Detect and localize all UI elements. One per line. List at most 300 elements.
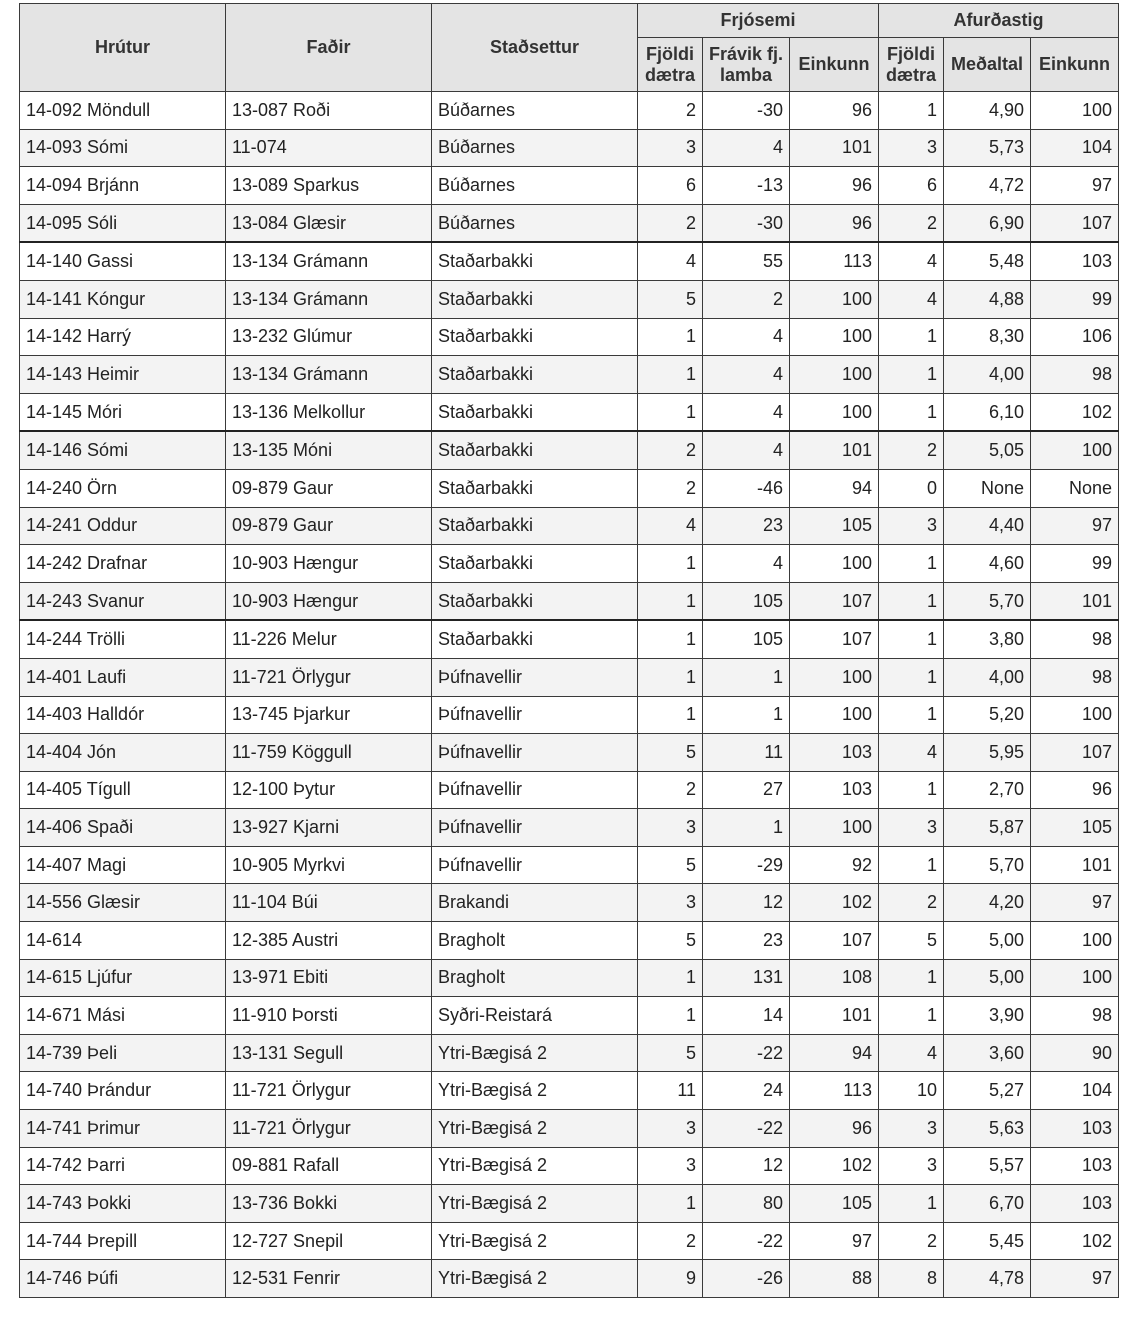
cell-einkunn-afurd: 107 [1031,734,1119,772]
cell-einkunn-afurd: 104 [1031,129,1119,167]
cell-fjoldi-daetra-afurd: 2 [879,431,944,469]
cell-fjoldi-daetra-afurd: 4 [879,734,944,772]
cell-hrutur: 14-739 Þeli [20,1034,226,1072]
cell-fravik: 4 [703,356,790,394]
cell-hrutur: 14-407 Magi [20,846,226,884]
table-row [20,734,1119,772]
cell-stadsettur: Þúfnavellir [432,658,638,696]
cell-einkunn-afurd: 100 [1031,696,1119,734]
cell-fravik: 11 [703,734,790,772]
cell-fadir: 13-736 Bokki [226,1185,432,1223]
cell-fjoldi-daetra-afurd: 2 [879,884,944,922]
cell-einkunn: 100 [790,696,879,734]
cell-fjoldi-daetra-afurd: 0 [879,469,944,507]
table-row [20,922,1119,960]
cell-einkunn-afurd: 101 [1031,582,1119,620]
cell-einkunn-afurd: 97 [1031,884,1119,922]
cell-medaltal: 5,70 [944,846,1031,884]
cell-medaltal: 4,78 [944,1260,1031,1298]
cell-einkunn-afurd: 99 [1031,545,1119,583]
cell-stadsettur: Ytri-Bægisá 2 [432,1147,638,1185]
cell-fadir: 13-136 Melkollur [226,393,432,431]
header-fadir: Faðir [226,4,432,92]
cell-fravik: 4 [703,393,790,431]
cell-fravik: 131 [703,959,790,997]
header-group-afurdastig: Afurðastig [879,4,1119,38]
cell-fjoldi-daetra: 1 [638,393,703,431]
cell-fjoldi-daetra-afurd: 10 [879,1072,944,1110]
table-row [20,507,1119,545]
cell-stadsettur: Staðarbakki [432,318,638,356]
cell-fjoldi-daetra: 1 [638,959,703,997]
cell-fjoldi-daetra: 3 [638,884,703,922]
cell-fravik: 1 [703,696,790,734]
cell-medaltal: 3,80 [944,620,1031,658]
cell-einkunn-afurd: 105 [1031,809,1119,847]
cell-hrutur: 14-614 [20,922,226,960]
cell-fadir: 11-721 Örlygur [226,658,432,696]
cell-fadir: 13-134 Grámann [226,242,432,280]
cell-fjoldi-daetra-afurd: 1 [879,696,944,734]
header-einkunn-frjosemi: Einkunn [790,38,879,92]
cell-fravik: 4 [703,545,790,583]
cell-fjoldi-daetra: 1 [638,997,703,1035]
table-row [20,884,1119,922]
cell-hrutur: 14-406 Spaði [20,809,226,847]
cell-hrutur: 14-744 Þrepill [20,1222,226,1260]
cell-fjoldi-daetra: 2 [638,204,703,242]
cell-einkunn-afurd: 104 [1031,1072,1119,1110]
cell-fjoldi-daetra-afurd: 1 [879,1185,944,1223]
cell-einkunn-afurd: 107 [1031,204,1119,242]
header-hrutur: Hrútur [20,4,226,92]
cell-fadir: 12-100 Þytur [226,771,432,809]
cell-medaltal: 5,05 [944,431,1031,469]
cell-fravik: -22 [703,1110,790,1148]
cell-fadir: 12-385 Austri [226,922,432,960]
cell-fjoldi-daetra: 5 [638,922,703,960]
cell-fadir: 13-927 Kjarni [226,809,432,847]
cell-medaltal: 5,73 [944,129,1031,167]
cell-fjoldi-daetra: 5 [638,734,703,772]
table-row [20,959,1119,997]
cell-einkunn-afurd: 101 [1031,846,1119,884]
cell-hrutur: 14-615 Ljúfur [20,959,226,997]
cell-fjoldi-daetra: 2 [638,431,703,469]
cell-einkunn-afurd: 103 [1031,1110,1119,1148]
cell-medaltal: 5,57 [944,1147,1031,1185]
cell-medaltal: 3,90 [944,997,1031,1035]
table-row [20,1147,1119,1185]
cell-stadsettur: Búðarnes [432,167,638,205]
cell-hrutur: 14-403 Halldór [20,696,226,734]
cell-hrutur: 14-141 Kóngur [20,280,226,318]
cell-fadir: 12-727 Snepil [226,1222,432,1260]
table-row [20,771,1119,809]
cell-fjoldi-daetra-afurd: 3 [879,507,944,545]
cell-hrutur: 14-143 Heimir [20,356,226,394]
cell-fravik: 1 [703,658,790,696]
cell-einkunn: 100 [790,809,879,847]
cell-medaltal: 6,70 [944,1185,1031,1223]
cell-fravik: 12 [703,884,790,922]
cell-fjoldi-daetra: 5 [638,1034,703,1072]
cell-fjoldi-daetra: 5 [638,280,703,318]
cell-fadir: 13-971 Ebiti [226,959,432,997]
cell-fadir: 13-084 Glæsir [226,204,432,242]
cell-einkunn-afurd: 98 [1031,620,1119,658]
cell-fadir: 10-905 Myrkvi [226,846,432,884]
table-row [20,1185,1119,1223]
cell-fjoldi-daetra: 2 [638,92,703,130]
cell-fjoldi-daetra: 9 [638,1260,703,1298]
header-fjoldi-daetra-afurdastig: Fjöldi dætra [879,38,944,92]
cell-hrutur: 14-741 Þrimur [20,1110,226,1148]
ram-evaluation-table [19,3,1119,1298]
cell-fjoldi-daetra-afurd: 1 [879,771,944,809]
cell-medaltal: 5,95 [944,734,1031,772]
cell-stadsettur: Búðarnes [432,92,638,130]
cell-einkunn-afurd: 98 [1031,356,1119,394]
cell-einkunn: 102 [790,1147,879,1185]
table-row [20,1260,1119,1298]
cell-einkunn-afurd: 97 [1031,507,1119,545]
cell-einkunn: 108 [790,959,879,997]
cell-fjoldi-daetra-afurd: 1 [879,356,944,394]
table-row [20,129,1119,167]
cell-fjoldi-daetra: 1 [638,620,703,658]
cell-medaltal: 4,20 [944,884,1031,922]
cell-fravik: -30 [703,92,790,130]
cell-fravik: 2 [703,280,790,318]
cell-einkunn: 92 [790,846,879,884]
cell-stadsettur: Ytri-Bægisá 2 [432,1222,638,1260]
cell-fjoldi-daetra: 6 [638,167,703,205]
cell-fravik: -22 [703,1222,790,1260]
cell-einkunn: 105 [790,507,879,545]
cell-stadsettur: Bragholt [432,922,638,960]
table-row [20,545,1119,583]
cell-fadir: 11-721 Örlygur [226,1110,432,1148]
header-stadsettur: Staðsettur [432,4,638,92]
cell-hrutur: 14-746 Þúfi [20,1260,226,1298]
cell-fadir: 13-135 Móni [226,431,432,469]
cell-einkunn-afurd: 103 [1031,242,1119,280]
cell-medaltal: 4,00 [944,356,1031,394]
cell-fadir: 11-721 Örlygur [226,1072,432,1110]
cell-fjoldi-daetra-afurd: 1 [879,959,944,997]
header-fravik: Frávik fj. lamba [703,38,790,92]
cell-fjoldi-daetra-afurd: 4 [879,1034,944,1072]
cell-hrutur: 14-242 Drafnar [20,545,226,583]
cell-fadir: 09-879 Gaur [226,507,432,545]
cell-einkunn: 96 [790,92,879,130]
cell-hrutur: 14-405 Tígull [20,771,226,809]
cell-fjoldi-daetra: 1 [638,356,703,394]
cell-fjoldi-daetra-afurd: 1 [879,545,944,583]
cell-medaltal: 4,88 [944,280,1031,318]
cell-stadsettur: Staðarbakki [432,582,638,620]
cell-einkunn: 107 [790,620,879,658]
table-row [20,356,1119,394]
cell-fadir: 11-074 [226,129,432,167]
cell-fjoldi-daetra: 2 [638,469,703,507]
cell-fjoldi-daetra-afurd: 3 [879,129,944,167]
cell-fravik: 1 [703,809,790,847]
cell-einkunn-afurd: 106 [1031,318,1119,356]
cell-fravik: 24 [703,1072,790,1110]
cell-stadsettur: Ytri-Bægisá 2 [432,1260,638,1298]
cell-fadir: 09-881 Rafall [226,1147,432,1185]
cell-hrutur: 14-094 Brjánn [20,167,226,205]
table-row [20,242,1119,280]
table-row [20,1072,1119,1110]
table-row [20,1110,1119,1148]
cell-stadsettur: Staðarbakki [432,242,638,280]
cell-einkunn: 103 [790,734,879,772]
cell-fjoldi-daetra-afurd: 6 [879,167,944,205]
cell-fravik: 12 [703,1147,790,1185]
cell-fjoldi-daetra: 1 [638,658,703,696]
cell-fravik: -22 [703,1034,790,1072]
cell-fadir: 10-903 Hængur [226,582,432,620]
cell-stadsettur: Bragholt [432,959,638,997]
cell-stadsettur: Syðri-Reistará [432,997,638,1035]
cell-medaltal: 6,10 [944,393,1031,431]
cell-medaltal: 5,00 [944,959,1031,997]
cell-einkunn-afurd: 98 [1031,658,1119,696]
cell-stadsettur: Búðarnes [432,204,638,242]
cell-hrutur: 14-092 Möndull [20,92,226,130]
table-row [20,204,1119,242]
cell-einkunn: 96 [790,167,879,205]
cell-einkunn: 100 [790,393,879,431]
cell-einkunn-afurd: 103 [1031,1147,1119,1185]
cell-fjoldi-daetra-afurd: 4 [879,280,944,318]
cell-einkunn: 96 [790,204,879,242]
cell-einkunn: 96 [790,1110,879,1148]
cell-fjoldi-daetra-afurd: 1 [879,92,944,130]
cell-fjoldi-daetra: 11 [638,1072,703,1110]
cell-hrutur: 14-240 Örn [20,469,226,507]
cell-hrutur: 14-145 Móri [20,393,226,431]
cell-fjoldi-daetra: 2 [638,771,703,809]
cell-fadir: 11-104 Búi [226,884,432,922]
cell-einkunn: 88 [790,1260,879,1298]
cell-medaltal: 5,87 [944,809,1031,847]
cell-fjoldi-daetra: 3 [638,809,703,847]
cell-stadsettur: Ytri-Bægisá 2 [432,1034,638,1072]
table-row [20,809,1119,847]
cell-medaltal: 8,30 [944,318,1031,356]
cell-einkunn-afurd: 97 [1031,1260,1119,1298]
cell-hrutur: 14-244 Trölli [20,620,226,658]
cell-medaltal: 5,45 [944,1222,1031,1260]
cell-medaltal: None [944,469,1031,507]
table-row [20,1034,1119,1072]
table-row [20,318,1119,356]
cell-einkunn-afurd: 100 [1031,922,1119,960]
cell-fravik: -13 [703,167,790,205]
cell-fravik: -46 [703,469,790,507]
cell-stadsettur: Staðarbakki [432,393,638,431]
cell-fjoldi-daetra-afurd: 1 [879,997,944,1035]
cell-fravik: 80 [703,1185,790,1223]
cell-fravik: 4 [703,318,790,356]
cell-einkunn-afurd: 96 [1031,771,1119,809]
table-row [20,393,1119,431]
cell-stadsettur: Staðarbakki [432,469,638,507]
cell-fravik: 27 [703,771,790,809]
cell-fravik: 4 [703,431,790,469]
cell-fadir: 11-910 Þorsti [226,997,432,1035]
cell-fjoldi-daetra: 1 [638,696,703,734]
cell-medaltal: 4,40 [944,507,1031,545]
cell-einkunn: 113 [790,1072,879,1110]
cell-stadsettur: Þúfnavellir [432,846,638,884]
cell-stadsettur: Staðarbakki [432,431,638,469]
cell-hrutur: 14-243 Svanur [20,582,226,620]
table-row [20,469,1119,507]
cell-medaltal: 5,20 [944,696,1031,734]
cell-einkunn: 103 [790,771,879,809]
cell-einkunn: 94 [790,469,879,507]
cell-stadsettur: Ytri-Bægisá 2 [432,1110,638,1148]
cell-hrutur: 14-095 Sóli [20,204,226,242]
cell-einkunn-afurd: 100 [1031,431,1119,469]
cell-einkunn-afurd: 100 [1031,92,1119,130]
header-group-frjosemi: Frjósemi [638,4,879,38]
cell-stadsettur: Brakandi [432,884,638,922]
cell-fjoldi-daetra-afurd: 3 [879,809,944,847]
cell-medaltal: 2,70 [944,771,1031,809]
cell-einkunn: 97 [790,1222,879,1260]
cell-einkunn-afurd: 97 [1031,167,1119,205]
table-body [20,92,1119,1298]
cell-fravik: -29 [703,846,790,884]
cell-fjoldi-daetra: 3 [638,1110,703,1148]
cell-fadir: 13-131 Segull [226,1034,432,1072]
cell-fravik: 55 [703,242,790,280]
cell-fadir: 13-134 Grámann [226,280,432,318]
cell-medaltal: 5,27 [944,1072,1031,1110]
cell-fadir: 09-879 Gaur [226,469,432,507]
cell-einkunn: 100 [790,318,879,356]
cell-hrutur: 14-142 Harrý [20,318,226,356]
cell-fadir: 13-745 Þjarkur [226,696,432,734]
cell-stadsettur: Búðarnes [432,129,638,167]
cell-fadir: 13-232 Glúmur [226,318,432,356]
cell-fjoldi-daetra-afurd: 1 [879,318,944,356]
cell-fjoldi-daetra-afurd: 2 [879,1222,944,1260]
cell-stadsettur: Þúfnavellir [432,696,638,734]
cell-fjoldi-daetra-afurd: 4 [879,242,944,280]
table-row [20,582,1119,620]
cell-fjoldi-daetra-afurd: 8 [879,1260,944,1298]
table-row [20,167,1119,205]
cell-stadsettur: Ytri-Bægisá 2 [432,1185,638,1223]
cell-einkunn: 100 [790,545,879,583]
header-fjoldi-daetra-frjosemi: Fjöldi dætra [638,38,703,92]
cell-hrutur: 14-146 Sómi [20,431,226,469]
cell-fjoldi-daetra: 1 [638,318,703,356]
cell-medaltal: 3,60 [944,1034,1031,1072]
table-row [20,92,1119,130]
table-row [20,620,1119,658]
cell-fjoldi-daetra: 3 [638,1147,703,1185]
cell-fravik: 14 [703,997,790,1035]
cell-fjoldi-daetra-afurd: 3 [879,1147,944,1185]
cell-fjoldi-daetra: 4 [638,242,703,280]
cell-stadsettur: Staðarbakki [432,507,638,545]
cell-fravik: 105 [703,582,790,620]
cell-einkunn: 107 [790,922,879,960]
cell-medaltal: 5,00 [944,922,1031,960]
cell-einkunn: 100 [790,280,879,318]
cell-fadir: 13-089 Sparkus [226,167,432,205]
cell-fadir: 11-226 Melur [226,620,432,658]
cell-medaltal: 4,72 [944,167,1031,205]
cell-einkunn: 101 [790,431,879,469]
cell-einkunn: 107 [790,582,879,620]
cell-stadsettur: Þúfnavellir [432,734,638,772]
cell-fjoldi-daetra-afurd: 1 [879,582,944,620]
cell-einkunn-afurd: None [1031,469,1119,507]
cell-einkunn: 100 [790,356,879,394]
table-row [20,997,1119,1035]
table-row [20,1222,1119,1260]
cell-stadsettur: Staðarbakki [432,620,638,658]
cell-einkunn: 101 [790,997,879,1035]
cell-medaltal: 5,48 [944,242,1031,280]
cell-einkunn-afurd: 98 [1031,997,1119,1035]
cell-fjoldi-daetra: 2 [638,1222,703,1260]
cell-fravik: -26 [703,1260,790,1298]
cell-einkunn-afurd: 102 [1031,1222,1119,1260]
cell-stadsettur: Þúfnavellir [432,809,638,847]
cell-fadir: 13-134 Grámann [226,356,432,394]
cell-hrutur: 14-743 Þokki [20,1185,226,1223]
cell-einkunn: 101 [790,129,879,167]
cell-fjoldi-daetra-afurd: 1 [879,620,944,658]
cell-hrutur: 14-401 Laufi [20,658,226,696]
cell-fjoldi-daetra-afurd: 1 [879,846,944,884]
cell-fadir: 13-087 Roði [226,92,432,130]
cell-fadir: 12-531 Fenrir [226,1260,432,1298]
cell-einkunn: 94 [790,1034,879,1072]
cell-einkunn-afurd: 99 [1031,280,1119,318]
cell-medaltal: 5,70 [944,582,1031,620]
cell-hrutur: 14-140 Gassi [20,242,226,280]
cell-stadsettur: Þúfnavellir [432,771,638,809]
header-medaltal: Meðaltal [944,38,1031,92]
cell-stadsettur: Staðarbakki [432,280,638,318]
cell-einkunn-afurd: 90 [1031,1034,1119,1072]
cell-hrutur: 14-671 Mási [20,997,226,1035]
table-row [20,431,1119,469]
cell-fjoldi-daetra-afurd: 1 [879,393,944,431]
cell-fadir: 11-759 Köggull [226,734,432,772]
cell-hrutur: 14-404 Jón [20,734,226,772]
cell-fjoldi-daetra: 1 [638,545,703,583]
cell-hrutur: 14-241 Oddur [20,507,226,545]
cell-fjoldi-daetra: 4 [638,507,703,545]
cell-einkunn: 102 [790,884,879,922]
cell-einkunn: 100 [790,658,879,696]
table-row [20,658,1119,696]
cell-einkunn-afurd: 100 [1031,959,1119,997]
table-row [20,280,1119,318]
